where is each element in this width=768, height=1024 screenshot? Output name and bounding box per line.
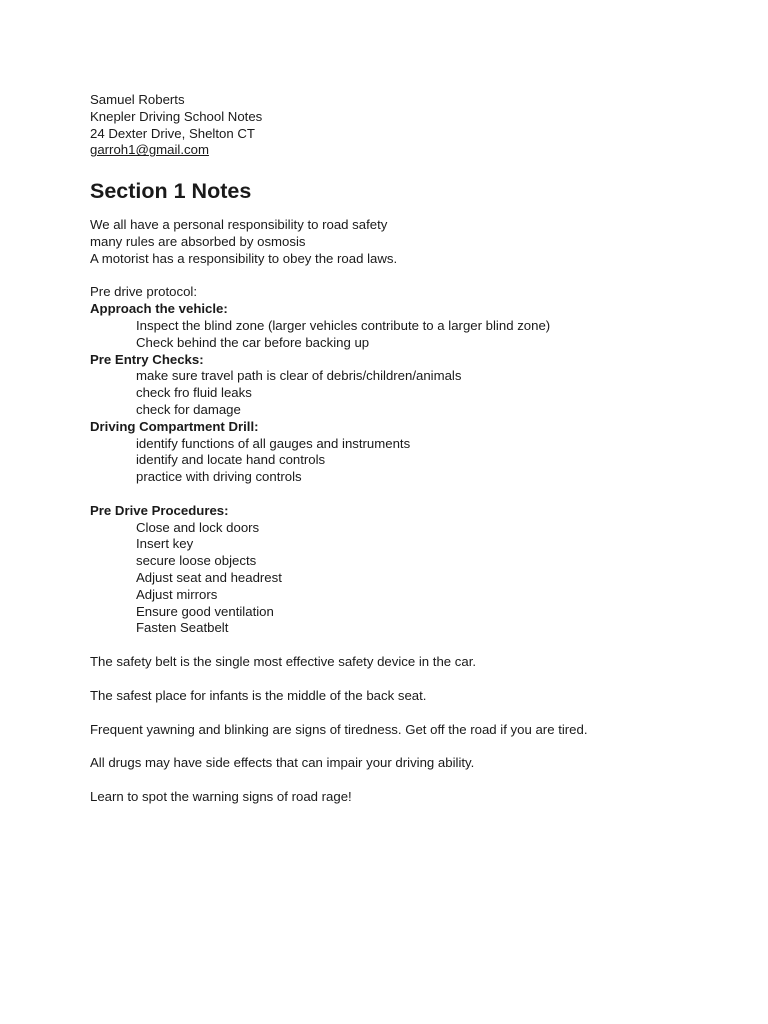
list-item: Ensure good ventilation: [136, 603, 274, 619]
list-item: Insert key: [136, 536, 194, 552]
page-title: Section 1 Notes: [90, 179, 252, 204]
list-item: Inspect the blind zone (larger vehicles contribute to a larger blind zone): [136, 317, 551, 333]
facts-block: [90, 654, 750, 806]
intro-line: A motorist has a responsibility to obey the road laws.: [90, 250, 398, 266]
author-email-link[interactable]: garroh1@gmail.com: [90, 142, 209, 158]
author-block: [90, 92, 750, 159]
section-procedures: [90, 503, 750, 637]
fact-paragraph: The safest place for infants is the middle of the back seat.: [90, 687, 427, 703]
list-item: identify functions of all gauges and instruments: [136, 435, 411, 451]
list-item: identify and locate hand controls: [136, 452, 326, 468]
author-name: Samuel Roberts: [90, 92, 185, 107]
list-item: practice with driving controls: [136, 469, 302, 485]
list-item: Adjust seat and headrest: [136, 569, 282, 585]
list-item: Adjust mirrors: [136, 586, 218, 602]
list-item: check for damage: [136, 401, 241, 417]
fact-paragraph: Learn to spot the warning signs of road rage!: [90, 789, 352, 805]
intro-line: many rules are absorbed by osmosis: [90, 233, 306, 249]
section-approach: [90, 301, 750, 351]
document-page: [90, 92, 750, 823]
author-address: 24 Dexter Drive, Shelton CT: [90, 125, 255, 141]
list-item: Fasten Seatbelt: [136, 620, 229, 636]
section-heading: Approach the vehicle:: [90, 301, 228, 317]
intro-line: We all have a personal responsibility to road safety: [90, 217, 388, 233]
list-item: make sure travel path is clear of debris/children/animals: [136, 368, 462, 384]
section-pre-entry: [90, 352, 750, 419]
protocol-label: Pre drive protocol:: [90, 284, 198, 300]
section-compartment: [90, 419, 750, 486]
section-heading: Pre Entry Checks:: [90, 351, 204, 367]
list-item: Close and lock doors: [136, 519, 260, 535]
document-subtitle: Knepler Driving School Notes: [90, 108, 263, 124]
list-item: Check behind the car before backing up: [136, 334, 370, 350]
list-item: check fro fluid leaks: [136, 385, 252, 401]
fact-paragraph: All drugs may have side effects that can impair your driving ability.: [90, 755, 475, 771]
list-item: secure loose objects: [136, 553, 257, 569]
section-heading: Pre Drive Procedures:: [90, 502, 229, 518]
fact-paragraph: The safety belt is the single most effective safety device in the car.: [90, 653, 477, 669]
intro-block: [90, 217, 750, 267]
fact-paragraph: Frequent yawning and blinking are signs of tiredness. Get off the road if you are tired.: [90, 721, 588, 737]
section-heading: Driving Compartment Drill:: [90, 418, 259, 434]
